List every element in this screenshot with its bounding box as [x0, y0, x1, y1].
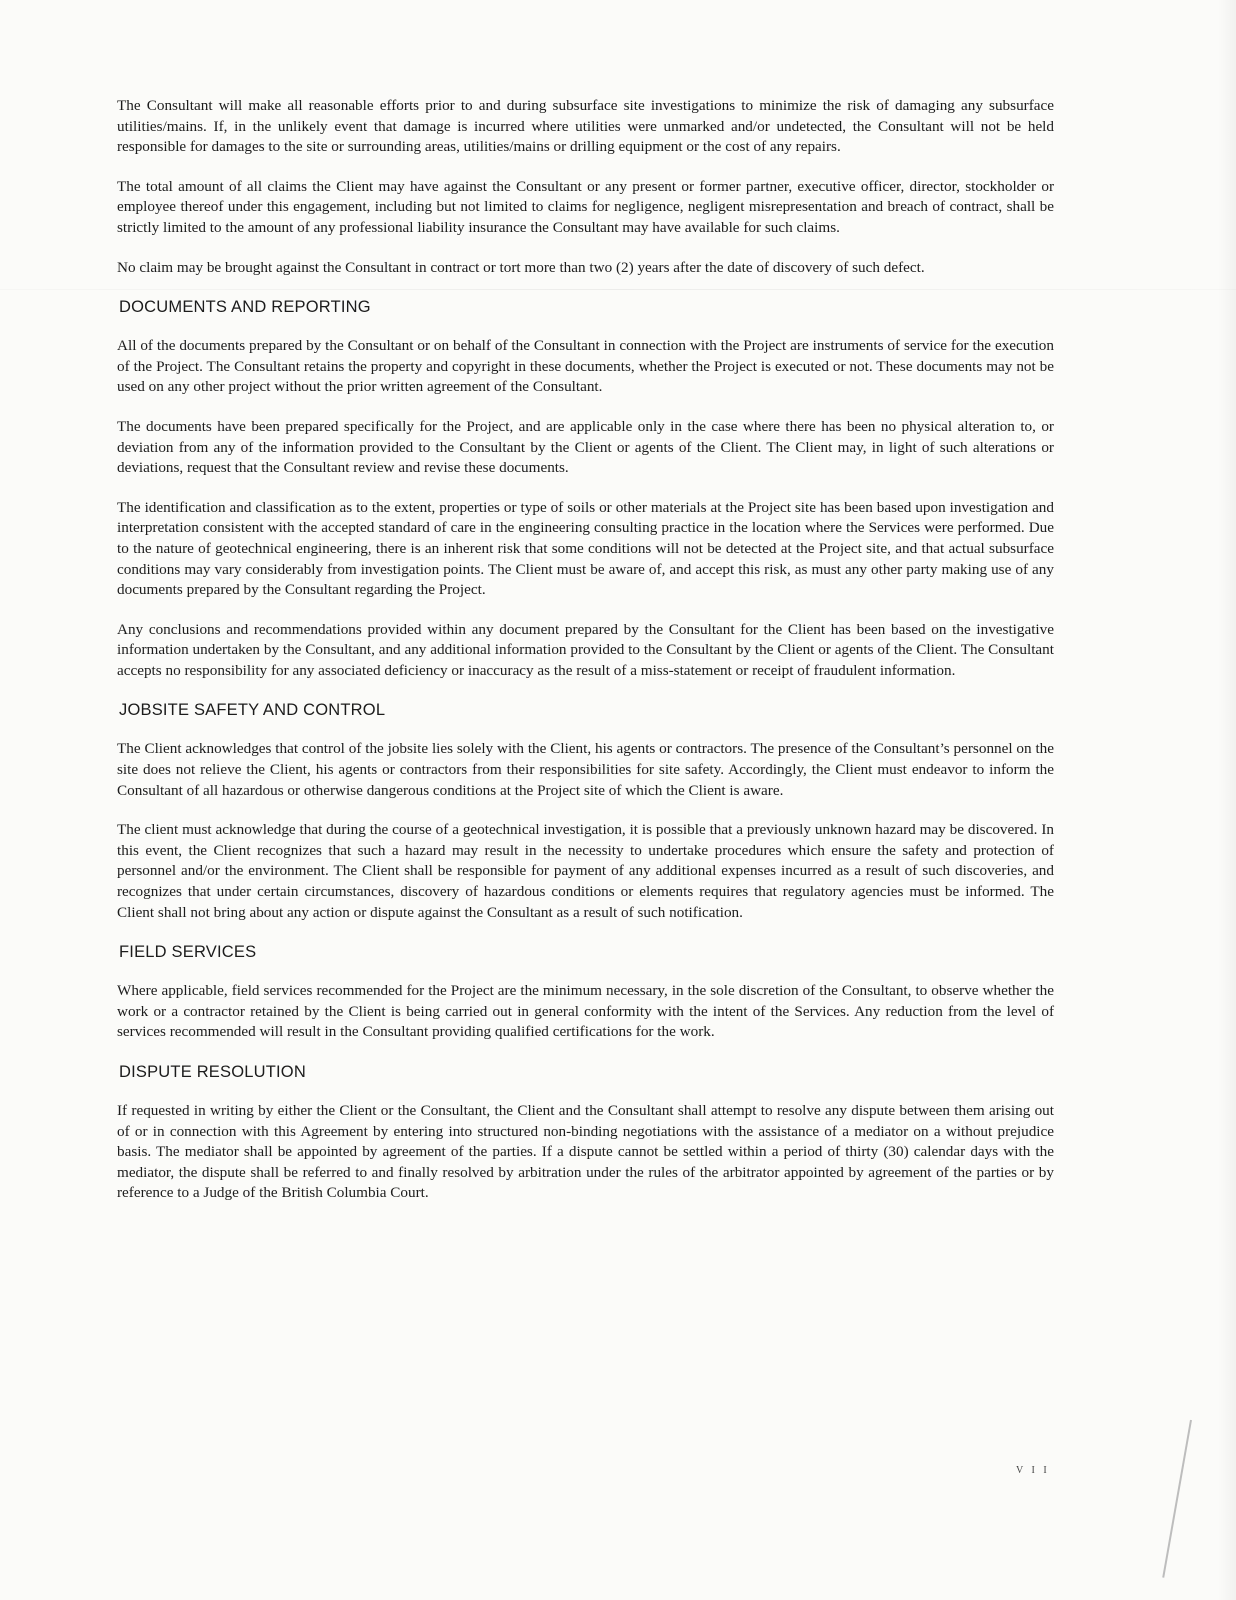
page-curl-edge	[1162, 1420, 1192, 1578]
section-heading-documents-reporting: DOCUMENTS AND REPORTING	[119, 298, 371, 317]
section-heading-field-services: FIELD SERVICES	[119, 943, 257, 962]
section-paragraph: All of the documents prepared by the Consultant or on behalf of the Consultant in connection with the Project are instruments of service for the execution of the Project. The Consultant retains the property and copyright in these documents, whether the Project is executed or not. These documents may not be used on any other project without the prior written agreement of the Consultant.	[117, 337, 1054, 396]
page-edge-shadow	[1218, 0, 1236, 1600]
section-paragraph: The documents have been prepared specifically for the Project, and are applicable only in the case where there has been no physical alteration to, or deviation from any of the information provided to the Consultant by the Client or agents of the Client. The Client may, in light of such alterations or deviations, request that the Consultant review and revise these documents.	[117, 417, 1054, 477]
section-paragraph: If requested in writing by either the Client or the Consultant, the Client and the Consultant shall attempt to resolve any dispute between them arising out of or in connection with this Agreement by entering into structured non-binding negotiations with the assistance of a mediator on a without prejudice basis. The mediator shall be appointed by agreement of the parties. If a dispute cannot be settled within a period of thirty (30) calendar days with the mediator, the dispute shall be referred to and finally resolved by arbitration under the rules of the arbitrator appointed by agreement of the parties or by reference to a Judge of the British Columbia Court.	[117, 1102, 1054, 1202]
section-paragraph: The identification and classification as to the extent, properties or type of soils or other materials at the Project site has been based upon investigation and interpretation consistent with the accepted standard of care in the engineering consulting practice in the location where the Services were performed. Due to the nature of geotechnical engineering, there is an inherent risk that some conditions will not be detected at the Project site, and that actual subsurface conditions may vary considerably from investigation points. The Client must be aware of, and accept this risk, as must any other party making use of any documents prepared by the Consultant regarding the Project.	[117, 498, 1054, 599]
document-page	[117, 96, 1054, 1223]
section-paragraph: Any conclusions and recommendations provided within any document prepared by the Consultant for the Client has been based on the investigative information undertaken by the Consultant, and any additional information provided to the Consultant by the Client or agents of the Client. The Consultant accepts no responsibility for any associated deficiency or inaccuracy as the result of a miss-statement or receipt of fraudulent information.	[117, 620, 1054, 679]
page-number-mark: V I I	[1016, 1465, 1050, 1476]
section-heading-dispute-resolution: DISPUTE RESOLUTION	[119, 1063, 306, 1081]
section-paragraph: Where applicable, field services recommended for the Project are the minimum necessary, in the sole discretion of the Consultant, to observe whether the work or a contractor retained by the Client is being carried out in general conformity with the intent of the Services. Any reduction from the level of services recommended will result in the Consultant providing qualified certifications for the work.	[117, 982, 1054, 1041]
liability-paragraph: No claim may be brought against the Consultant in contract or tort more than two (2) years after the date of discovery of such defect.	[117, 258, 925, 276]
section-heading-jobsite-safety: JOBSITE SAFETY AND CONTROL	[119, 701, 386, 720]
section-paragraph: The Client acknowledges that control of the jobsite lies solely with the Client, his agents or contractors. The presence of the Consultant’s personnel on the site does not relieve the Client, his agents or contractors from their responsibilities for site safety. Accordingly, the Client must endeavor to inform the Consultant of all hazardous or otherwise dangerous conditions at the Project site of which the Client is aware.	[117, 740, 1054, 799]
liability-paragraph: The Consultant will make all reasonable efforts prior to and during subsurface site investigations to minimize the risk of damaging any subsurface utilities/mains. If, in the unlikely event that damage is incurred where utilities were unmarked and/or undetected, the Consultant will not be held responsible for damages to the site or surrounding areas, utilities/mains or drilling equipment or the cost of any repairs.	[117, 97, 1054, 156]
liability-paragraph: The total amount of all claims the Client may have against the Consultant or any present or former partner, executive officer, director, stockholder or employee thereof under this engagement, including but not limited to claims for negligence, negligent misrepresentation and breach of contract, shall be strictly limited to the amount of any professional liability insurance the Consultant may have available for such claims.	[117, 177, 1054, 236]
section-paragraph: The client must acknowledge that during the course of a geotechnical investigation, it is possible that a previously unknown hazard may be discovered. In this event, the Client recognizes that such a hazard may result in the necessity to undertake procedures which ensure the safety and protection of personnel and/or the environment. The Client shall be responsible for payment of any additional expenses incurred as a result of such discoveries, and recognizes that under certain circumstances, discovery of hazardous conditions or elements requires that regulatory agencies must be informed. The Client shall not bring about any action or dispute against the Consultant as a result of such notification.	[117, 821, 1054, 921]
